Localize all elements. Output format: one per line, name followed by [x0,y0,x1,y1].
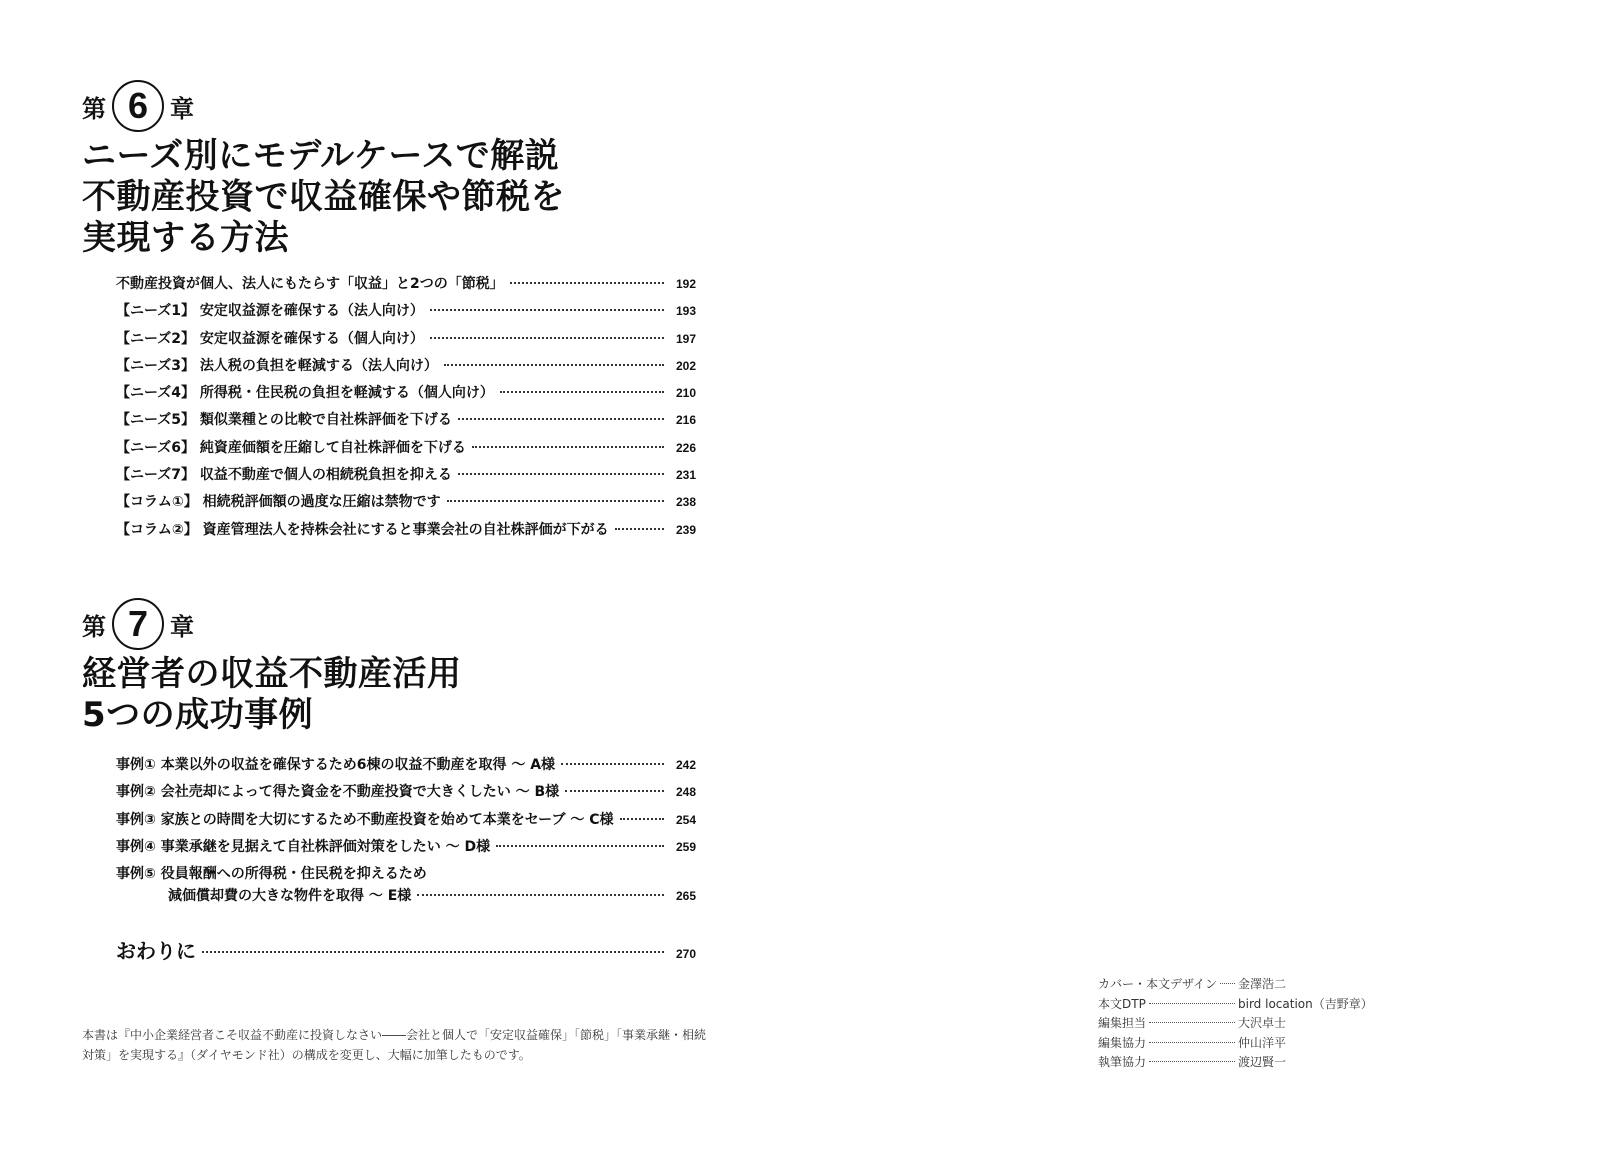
credit-name: bird location（吉野章） [1238,996,1373,1011]
chapter-toc [82,273,696,546]
credit-role: 編集担当 [1098,1016,1147,1031]
credit-role: 執筆協力 [1098,1055,1147,1070]
toc-entry-title: 【ニーズ2】 安定収益源を確保する（個人向け） [116,330,424,347]
toc-entry-title: 事例④ 事業承継を見据えて自社株評価対策をしたい ～ D様 [116,838,491,855]
toc-page-number: 239 [675,522,696,537]
credit-name: 渡辺賢一 [1238,1055,1287,1070]
chapter-number-circle: 7 [112,598,164,650]
dot-leader [458,418,664,420]
toc-page-number: 265 [675,889,696,904]
credits [1098,975,1373,1073]
toc-entry-title: 事例② 会社売却によって得た資金を不動産投資で大きくしたい ～ B様 [116,784,560,801]
credit-row [1098,1034,1373,1054]
chapter-suffix: 章 [170,612,194,641]
dot-leader [1220,983,1235,984]
credit-role: カバー・本文デザイン [1098,977,1218,991]
toc-entry-multiline[interactable] [116,863,696,909]
toc-entry-title-cont: 減価償却費の大きな物件を取得 ～ E様 [168,888,412,905]
toc-entry[interactable] [116,809,696,836]
toc-entry-title: 事例① 本業以外の収益を確保するため6棟の収益不動産を取得 ～ A様 [116,757,556,773]
dot-leader [430,309,664,311]
chapter-title-line: ニーズ別にモデルケースで解説 [82,136,560,176]
credit-role: 本文DTP [1098,996,1146,1011]
toc-page-number: 192 [675,277,696,291]
credit-role: 編集協力 [1098,1035,1147,1050]
note-line: 本書は『中小企業経営者こそ収益不動産に投資しなさい――会社と個人で「安定収益確保」「節税」「事業承継・相続 [82,1028,707,1042]
toc-entry[interactable] [116,781,696,808]
dot-leader [430,337,664,339]
toc-entry[interactable] [116,382,696,409]
toc-page-number: 226 [675,440,696,455]
toc-entry-title: 【ニーズ1】 安定収益源を確保する（法人向け） [116,303,424,320]
dot-leader [447,500,664,502]
toc-entry-continuation [116,885,696,909]
dot-leader [1149,1042,1235,1043]
toc-entry[interactable] [116,437,696,464]
toc-entry-title: 【ニーズ4】 所得税・住民税の負担を軽減する（個人向け） [116,385,494,402]
chapter-prefix: 第 [82,94,106,123]
toc-entry-title: 【ニーズ3】 法人税の負担を軽減する（法人向け） [116,357,438,374]
toc-entry-title: 事例⑤ 役員報酬への所得税・住民税を抑えるため [116,866,427,883]
chapter-6 [82,80,702,546]
dot-leader [202,951,664,953]
dot-leader [1149,1061,1235,1062]
chapter-suffix: 章 [170,94,194,123]
toc-entry-title: 事例③ 家族との時間を大切にするため不動産投資を始めて本業をセーブ ～ C様 [116,811,614,828]
dot-leader [1149,1022,1235,1023]
toc-entry[interactable] [116,464,696,491]
toc-entry[interactable] [116,836,696,863]
toc-entry-title: 【ニーズ7】 収益不動産で個人の相続税負担を抑える [116,467,452,484]
credit-row [1098,1014,1373,1034]
dot-leader [444,364,664,366]
toc-entry[interactable] [116,355,696,382]
dot-leader [1149,1003,1235,1004]
toc-page-number: 216 [675,413,696,428]
credit-name: 仲山洋平 [1238,1035,1287,1050]
toc-page-number: 210 [675,386,696,401]
toc-entry[interactable] [116,328,696,355]
toc-page-number: 259 [675,839,696,854]
dot-leader [417,894,664,896]
chapter-toc [82,754,696,909]
toc-entry[interactable] [116,300,696,327]
toc-entry[interactable] [116,491,696,518]
chapter-label [82,80,702,132]
chapter-title [82,654,702,736]
credit-row [1098,1053,1373,1073]
chapter-label [82,598,702,650]
dot-leader [510,282,664,284]
dot-leader [496,845,664,847]
chapter-title-line: 経営者の収益不動産活用 [82,654,462,694]
toc-page-number: 193 [675,304,696,319]
dot-leader [620,818,665,820]
dot-leader [458,473,664,475]
credit-row [1098,975,1373,995]
source-note [82,1025,707,1065]
toc-page-number: 238 [675,495,696,510]
toc-entry[interactable] [116,754,696,781]
toc-entry[interactable] [116,273,696,300]
credit-name: 金澤浩二 [1238,977,1287,991]
chapter-title-line: 不動産投資で収益確保や節税を [82,177,565,217]
dot-leader [615,528,664,530]
dot-leader [500,391,664,393]
dot-leader [565,790,664,792]
toc-entry-title: 【ニーズ5】 類似業種との比較で自社株評価を下げる [116,412,452,429]
toc-entry[interactable] [116,519,696,546]
toc-entry-title: 【ニーズ6】 純資産価額を圧縮して自社株評価を下げる [116,439,466,456]
dot-leader [472,446,664,448]
chapter-title [82,136,702,259]
toc-page-number: 197 [675,331,696,346]
closing-entry[interactable] [116,935,696,964]
toc-entry-title: 【コラム①】 相続税評価額の過度な圧縮は禁物です [116,494,441,511]
chapter-7 [82,598,702,909]
chapter-title-line: 5つの成功事例 [82,695,314,735]
closing-title: おわりに [116,939,196,963]
chapter-prefix: 第 [82,612,106,641]
chapter-title-line: 実現する方法 [82,218,289,258]
toc-page-number: 202 [675,358,696,373]
toc-entry-title: 不動産投資が個人、法人にもたらす「収益」と2つの「節税」 [116,276,504,292]
dot-leader [561,763,664,765]
toc-page-number: 270 [675,947,696,961]
toc-page-number: 248 [675,785,696,800]
toc-entry-title: 【コラム②】 資産管理法人を持株会社にすると事業会社の自社株評価が下がる [116,521,609,538]
credit-name: 大沢卓士 [1238,1016,1287,1031]
chapter-number-circle: 6 [112,80,164,132]
toc-page-number: 231 [675,468,696,483]
toc-page-number: 254 [675,812,696,827]
toc-page-number: 242 [675,758,696,772]
note-line: 対策」を実現する』（ダイヤモンド社）の構成を変更し、大幅に加筆したものです。 [82,1048,531,1062]
credit-row [1098,995,1373,1015]
toc-entry[interactable] [116,409,696,436]
